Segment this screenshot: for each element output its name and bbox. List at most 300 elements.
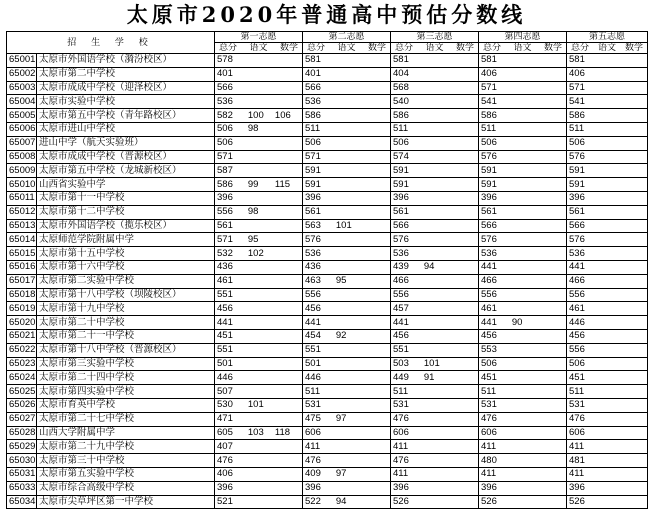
math-score [275,96,300,108]
school-code: 65020 [7,316,37,330]
table-row [7,95,648,109]
math-score [363,468,388,480]
chinese-score [424,330,451,342]
math-score [539,496,564,508]
math-score [539,82,564,94]
math-score [451,179,476,191]
chinese-score [597,96,622,108]
total-score: 581 [569,54,585,66]
chinese-score [597,289,622,301]
chinese-score [424,248,451,260]
math-score [622,330,645,342]
total-score: 586 [569,109,585,121]
math-score [539,289,564,301]
chinese-score [424,427,451,439]
total-score: 556 [481,288,497,300]
chinese-score [597,234,622,246]
total-score: 526 [393,495,409,507]
chinese-score [336,110,363,122]
chinese-score [336,386,363,398]
chinese-score [336,372,363,384]
total-score: 476 [393,454,409,466]
math-score [363,317,388,329]
total-score: 456 [569,330,585,342]
total-score: 556 [569,344,585,356]
chinese-score [597,220,622,232]
total-score: 531 [393,399,409,411]
total-score: 566 [569,219,585,231]
total-score: 475 [305,413,321,425]
total-score: 576 [481,150,497,162]
school-name: 山西省实验中学 [37,178,215,192]
chinese-score [512,220,539,232]
total-score: 576 [569,150,585,162]
table-row [7,426,648,440]
math-score [275,54,300,66]
total-score: 481 [569,454,585,466]
math-score [363,96,388,108]
school-name: 太原师范学院附属中学 [37,233,215,247]
total-score: 451 [569,371,585,383]
subheader-math: 数学 [624,43,643,53]
math-score [363,413,388,425]
chinese-score [248,68,275,80]
chinese-score [597,358,622,370]
table-row [7,205,648,219]
math-score [275,330,300,342]
math-score [451,303,476,315]
math-score [363,137,388,149]
math-score [363,303,388,315]
chinese-score [424,441,451,453]
math-score [451,68,476,80]
total-score: 591 [305,164,321,176]
total-score: 540 [393,95,409,107]
chinese-score [597,54,622,66]
chinese-score [336,441,363,453]
total-score: 436 [305,261,321,273]
total-score: 556 [217,206,233,218]
school-code: 65002 [7,67,37,81]
math-score [622,110,645,122]
chinese-score [248,413,275,425]
chinese-score [424,123,451,135]
total-score: 441 [305,316,321,328]
school-code: 65022 [7,343,37,357]
school-name: 太原市第二中学校 [37,67,215,81]
total-score: 531 [569,399,585,411]
math-score [275,248,300,260]
chinese-score [597,110,622,122]
math-score [275,220,300,232]
math-score [363,261,388,273]
math-score [539,54,564,66]
chinese-score [424,289,451,301]
math-score [539,68,564,80]
school-name: 太原市进山中学校 [37,122,215,136]
math-score [275,399,300,411]
chinese-score [248,165,275,177]
chinese-score [248,261,275,273]
total-score: 407 [217,440,233,452]
chinese-score [597,482,622,494]
math-score [539,137,564,149]
chinese-score: 94 [335,495,347,507]
school-code: 65012 [7,205,37,219]
subheader-chinese: 语文 [425,43,444,53]
math-score [275,413,300,425]
total-score: 586 [393,109,409,121]
math-score [363,441,388,453]
total-score: 503 [393,357,409,369]
school-code: 65011 [7,191,37,205]
chinese-score [424,96,451,108]
total-score: 606 [481,426,497,438]
total-score: 553 [481,344,497,356]
total-score: 526 [481,495,497,507]
total-score: 578 [217,54,233,66]
total-score: 591 [393,178,409,190]
table-row [7,371,648,385]
subheader-total: 总分 [395,43,414,53]
math-score [451,137,476,149]
math-score [539,344,564,356]
chinese-score: 95 [247,233,259,245]
total-score: 587 [217,164,233,176]
chinese-score [424,220,451,232]
total-score: 476 [217,454,233,466]
school-code: 65026 [7,398,37,412]
school-name: 太原市第三十中学校 [37,454,215,468]
total-score: 441 [217,316,233,328]
chinese-score [336,82,363,94]
chinese-score [512,482,539,494]
math-score [451,248,476,260]
math-score [363,386,388,398]
chinese-score [512,110,539,122]
total-score: 507 [217,385,233,397]
school-name: 山西大学附属中学 [37,426,215,440]
chinese-score [597,179,622,191]
math-score [275,289,300,301]
chinese-score: 94 [423,261,435,273]
total-score: 566 [481,219,497,231]
school-name: 太原市第二十一中学校 [37,329,215,343]
chinese-score [512,330,539,342]
choice-header-2: 第二志愿 [303,32,391,43]
chinese-score [512,179,539,191]
chinese-score [512,303,539,315]
total-score: 556 [393,288,409,300]
chinese-score [597,275,622,287]
total-score: 446 [217,371,233,383]
total-score: 451 [217,330,233,342]
math-score [622,317,645,329]
chinese-score [512,427,539,439]
math-score [451,261,476,273]
total-score: 531 [305,399,321,411]
total-score: 476 [305,454,321,466]
total-score: 521 [217,495,233,507]
chinese-score [424,455,451,467]
total-score: 409 [305,468,321,480]
math-score [539,165,564,177]
math-score [539,413,564,425]
math-score [275,386,300,398]
table-row [7,260,648,274]
chinese-score [597,137,622,149]
chinese-score [512,165,539,177]
subheader-total: 总分 [571,43,590,53]
chinese-score: 101 [247,399,264,411]
table-row [7,191,648,205]
total-score: 591 [569,178,585,190]
total-score: 536 [393,247,409,259]
math-score [451,220,476,232]
math-score [622,220,645,232]
math-score [451,206,476,218]
math-score [539,110,564,122]
chinese-score [512,123,539,135]
total-score: 576 [305,233,321,245]
math-score [539,358,564,370]
math-score [622,248,645,260]
chinese-score [424,413,451,425]
chinese-score [248,82,275,94]
chinese-score [512,455,539,467]
school-code: 65006 [7,122,37,136]
school-name: 太原市外国语学校（漪汾校区） [37,54,215,68]
math-score [451,165,476,177]
chinese-score [512,441,539,453]
total-score: 454 [305,330,321,342]
math-score [363,151,388,163]
school-name: 太原市第十六中学校 [37,260,215,274]
school-name: 太原市第五实验中学校 [37,467,215,481]
total-score: 581 [481,54,497,66]
chinese-score [597,317,622,329]
chinese-score [512,82,539,94]
total-score: 396 [393,192,409,204]
total-score: 506 [305,137,321,149]
math-score [539,96,564,108]
chinese-score [336,317,363,329]
school-code: 65019 [7,302,37,316]
total-score: 406 [217,468,233,480]
chinese-score [597,151,622,163]
chinese-score [336,303,363,315]
math-score [363,248,388,260]
total-score: 476 [481,413,497,425]
school-name: 太原市第十一中学校 [37,191,215,205]
subheader-chinese: 语文 [337,43,356,53]
school-code: 65001 [7,54,37,68]
math-score [539,455,564,467]
total-score: 461 [481,302,497,314]
total-score: 456 [217,302,233,314]
math-score [539,468,564,480]
chinese-score [248,96,275,108]
chinese-score: 92 [335,330,347,342]
total-score: 532 [217,247,233,259]
math-score [622,165,645,177]
total-score: 441 [481,316,497,328]
chinese-score [336,344,363,356]
math-score [363,358,388,370]
math-score [451,192,476,204]
chinese-score [597,330,622,342]
chinese-score: 101 [335,219,352,231]
math-score [451,317,476,329]
total-score: 551 [217,344,233,356]
total-score: 605 [217,426,233,438]
total-score: 463 [305,275,321,287]
math-score [539,482,564,494]
chinese-score [424,275,451,287]
math-score [622,427,645,439]
school-code: 65018 [7,288,37,302]
total-score: 566 [393,219,409,231]
chinese-score: 91 [423,371,435,383]
math-score [451,330,476,342]
chinese-score [424,82,451,94]
total-score: 571 [217,150,233,162]
math-score [275,317,300,329]
chinese-score [248,275,275,287]
chinese-score [248,317,275,329]
total-score: 556 [305,288,321,300]
school-name: 太原市第十九中学校 [37,302,215,316]
school-name: 太原市第二实验中学校 [37,274,215,288]
chinese-score [424,496,451,508]
chinese-score [336,123,363,135]
chinese-score [512,372,539,384]
math-score [539,399,564,411]
school-name: 太原市第十八中学校（晋源校区） [37,343,215,357]
table-row [7,302,648,316]
school-name: 太原市外国语学校（揽乐校区） [37,219,215,233]
total-score: 541 [481,95,497,107]
math-score [622,399,645,411]
math-score [622,68,645,80]
chinese-score [512,234,539,246]
total-score: 441 [393,316,409,328]
school-name: 太原市第五中学校（青年路校区） [37,109,215,123]
chinese-score [248,330,275,342]
chinese-score [597,192,622,204]
school-name: 太原市尖草坪区第一中学校 [37,495,215,509]
total-score: 506 [481,137,497,149]
chinese-score: 97 [335,413,347,425]
chinese-score [248,54,275,66]
chinese-score [512,496,539,508]
total-score: 401 [217,68,233,80]
school-name: 太原市第五中学校（龙城新校区） [37,164,215,178]
total-score: 530 [217,399,233,411]
school-name: 太原市第二十九中学校 [37,440,215,454]
page-title: 太原市2020年普通高中预估分数线 [126,2,527,27]
math-score [363,427,388,439]
math-score [622,358,645,370]
math-score [539,248,564,260]
math-score [451,96,476,108]
total-score: 411 [305,440,321,452]
school-code: 65003 [7,81,37,95]
table-row [7,454,648,468]
total-score: 606 [569,426,585,438]
total-score: 451 [481,371,497,383]
total-score: 456 [393,330,409,342]
table-row [7,274,648,288]
math-score [539,151,564,163]
math-score [622,261,645,273]
chinese-score: 95 [335,275,347,287]
math-score [622,82,645,94]
chinese-score [336,358,363,370]
math-score [539,261,564,273]
chinese-score [597,206,622,218]
total-score: 466 [569,275,585,287]
subheader-chinese: 语文 [513,43,532,53]
total-score: 411 [481,440,497,452]
total-score: 606 [305,426,321,438]
math-score [622,413,645,425]
table-row [7,247,648,261]
math-score [275,261,300,273]
chinese-score [424,317,451,329]
math-score [275,234,300,246]
chinese-score [248,303,275,315]
total-score: 576 [393,233,409,245]
math-score [451,386,476,398]
chinese-score [336,96,363,108]
chinese-score [512,413,539,425]
math-score [451,358,476,370]
table-row [7,385,648,399]
total-score: 531 [481,399,497,411]
math-score [275,496,300,508]
total-score: 466 [393,275,409,287]
math-score [275,441,300,453]
total-score: 591 [481,178,497,190]
math-score [622,192,645,204]
table-row [7,288,648,302]
school-name: 太原市第三实验中学校 [37,357,215,371]
total-score: 506 [217,123,233,135]
math-score [275,372,300,384]
math-score [363,165,388,177]
table-row [7,81,648,95]
subheader-math: 数学 [279,43,298,53]
school-name: 太原市成成中学校（迎泽校区） [37,81,215,95]
total-score: 551 [217,288,233,300]
total-score: 461 [569,302,585,314]
math-score: 115 [274,178,291,190]
math-score [363,179,388,191]
school-code: 65030 [7,454,37,468]
total-score: 556 [569,288,585,300]
school-code: 65024 [7,371,37,385]
math-score [622,344,645,356]
chinese-score [248,220,275,232]
total-score: 591 [481,164,497,176]
math-score [622,54,645,66]
chinese-score: 90 [511,316,523,328]
school-code: 65016 [7,260,37,274]
school-code: 65008 [7,150,37,164]
table-row [7,357,648,371]
math-score [363,110,388,122]
